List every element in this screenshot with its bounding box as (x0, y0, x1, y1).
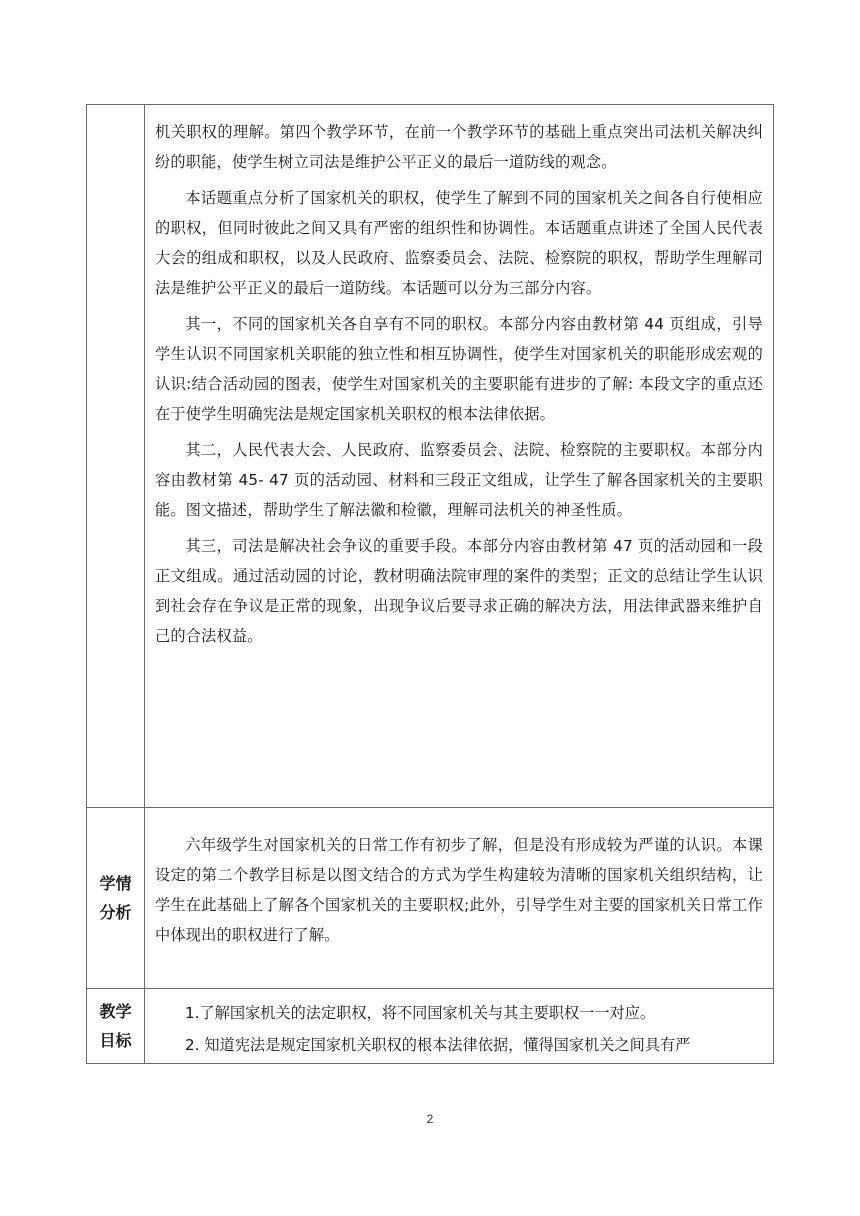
goal-item: 1.了解国家机关的法定职权，将不同国家机关与其主要职权一一对应。 (185, 1004, 656, 1022)
content-cell (145, 105, 774, 808)
label-line: 目标 (99, 1031, 132, 1050)
lesson-plan-table (86, 104, 774, 1064)
paragraph-part-one: 其一，不同的国家机关各自享有不同的职权。本部分内容由教材第 44 页组成，引导学生认识不同国家机关职能的独立性和相互协调性，使学生对国家机关的职能形成宏观的认识:结合活动园的图表，使学生对国家机关的主要职能有进步的了解: 本段文字的重点还在于使学生明确宪法是规定国家机关职权的根本法律依据。 (155, 315, 763, 423)
row-label-empty (87, 105, 145, 808)
table-row-content-analysis (87, 105, 774, 808)
paragraph-topic-overview: 本话题重点分析了国家机关的职权，使学生了解到不同的国家机关之间各自行使相应的职权，但同时彼此之间又具有严密的组织性和协调性。本话题重点讲述了全国人民代表大会的组成和职权，以及人民政府、监察委员会、法院、检察院的职权，帮助学生理解司法是维护公平正义的最后一道防线。本话题可以分为三部分内容。 (155, 189, 763, 297)
table-row-student-analysis (87, 808, 774, 989)
table-row-teaching-goals (87, 989, 774, 1064)
label-line: 学情 (99, 874, 132, 893)
paragraph-part-three: 其三，司法是解决社会争议的重要手段。本部分内容由教材第 47 页的活动园和一段正文组成。通过活动园的讨论，教材明确法院审理的案件的类型；正文的总结让学生认识到社会存在争议是正常的现象，出现争议后要寻求正确的解决方法，用法律武器来维护自己的合法权益。 (155, 537, 763, 645)
row-label-teaching-goals (87, 989, 145, 1064)
paragraph-part-two: 其二，人民代表大会、人民政府、监察委员会、法院、检察院的主要职权。本部分内容由教材第 45- 47 页的活动园、材料和三段正文组成，让学生了解各国家机关的主要职能。图文描述，帮助学生了解法徽和检徽，理解司法机关的神圣性质。 (155, 441, 763, 519)
content-cell (145, 808, 774, 989)
paragraph-continued: 机关职权的理解。第四个教学环节，在前一个教学环节的基础上重点突出司法机关解决纠纷的职能，使学生树立司法是维护公平正义的最后一道防线的观念。 (155, 123, 763, 171)
row-label-student-analysis (87, 808, 145, 989)
label-line: 教学 (99, 1002, 132, 1021)
content-cell (145, 989, 774, 1064)
page-number: 2 (426, 1112, 434, 1126)
label-line: 分析 (99, 903, 132, 922)
goal-item: 2. 知道宪法是规定国家机关职权的根本法律依据，懂得国家机关之间具有严 (185, 1036, 691, 1054)
paragraph-student-analysis: 六年级学生对国家机关的日常工作有初步了解，但是没有形成较为严谨的认识。本课设定的第二个教学目标是以图文结合的方式为学生构建较为清晰的国家机关组织结构，让学生在此基础上了解各个国家机关的主要职权;此外，引导学生对主要的国家机关日常工作中体现出的职权进行了解。 (155, 836, 763, 944)
